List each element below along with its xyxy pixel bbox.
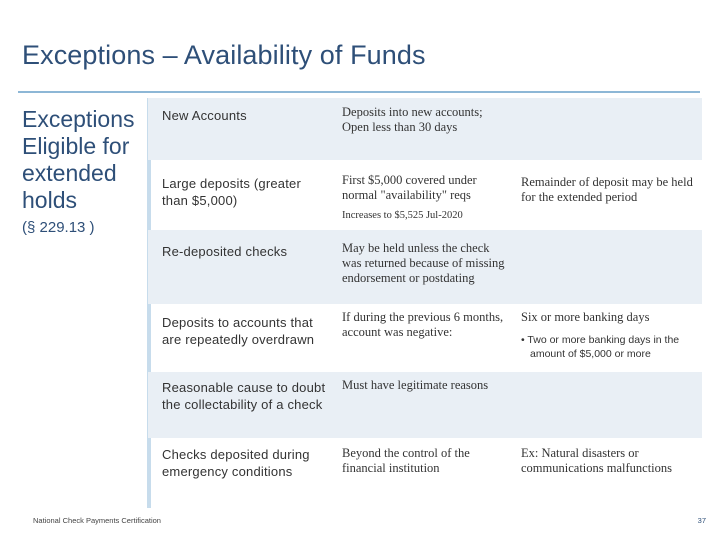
table-row [148, 372, 702, 438]
exception-condition [342, 241, 510, 286]
condition-text: Beyond the control of the financial institution [342, 446, 470, 475]
exception-type: Reasonable cause to doubt the collectability of a check [162, 380, 326, 412]
hold-period-text: Six or more banking days [521, 310, 650, 324]
regulation-citation: (§ 229.13 ) [22, 219, 95, 236]
table-row [148, 160, 702, 230]
page-number: 37 [697, 516, 706, 525]
footer-text: National Check Payments Certification [33, 516, 161, 525]
exception-condition [342, 173, 510, 223]
hold-period: Remainder of deposit may be held for the extended period [521, 175, 693, 204]
condition-text: Must have legitimate reasons [342, 378, 489, 392]
exception-type: Checks deposited during emergency conditions [162, 447, 310, 479]
exception-condition [342, 378, 510, 393]
condition-text: Deposits into new accounts; Open less than 30 days [342, 105, 483, 134]
hold-period-bullet: • Two or more banking days in the amount of $5,000 or more [521, 334, 680, 360]
table-row [148, 304, 702, 372]
exceptions-heading: Exceptions Eligible for extended holds [22, 106, 135, 213]
slide-title: Exceptions – Availability of Funds [22, 40, 426, 70]
exception-type: Re-deposited checks [162, 244, 288, 259]
condition-text: If during the previous 6 months, account was negative: [342, 310, 504, 339]
exception-type: Large deposits (greater than $5,000) [162, 176, 302, 208]
exception-type: Deposits to accounts that are repeatedly overdrawn [162, 315, 315, 347]
hold-period [521, 310, 699, 361]
hold-period: Ex: Natural disasters or communications malfunctions [521, 446, 673, 475]
exception-condition [342, 105, 510, 135]
exception-condition [342, 310, 510, 340]
table-row [148, 230, 702, 304]
table-row [148, 98, 702, 160]
condition-note: Increases to $5,525 Jul-2020 [342, 210, 463, 221]
exception-type: New Accounts [162, 108, 247, 123]
exception-condition [342, 446, 510, 476]
table-row [148, 438, 702, 508]
condition-text: First $5,000 covered under normal "availability" reqs [342, 173, 477, 202]
condition-text: May be held unless the check was returned because of missing endorsement or postdating [342, 241, 505, 285]
title-divider [18, 91, 700, 93]
